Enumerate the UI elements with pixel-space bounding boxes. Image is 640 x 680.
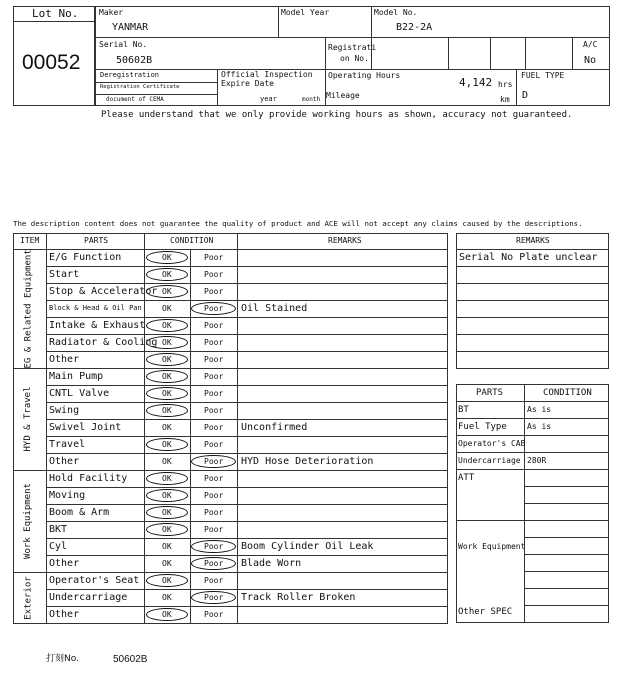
ok-option[interactable]: OK — [162, 338, 172, 347]
model-year-label: Model Year — [281, 8, 330, 17]
parts-row-line — [524, 571, 609, 572]
ac-value: No — [584, 55, 597, 66]
parts-row-line — [456, 401, 609, 402]
fuel-type-value: D — [522, 90, 529, 101]
ok-option[interactable]: OK — [162, 491, 172, 500]
group-label-2: Work Equipment — [23, 483, 33, 559]
serial-value: 50602B — [116, 55, 153, 66]
maker-label: Maker — [99, 8, 124, 17]
ok-option[interactable]: OK — [162, 287, 172, 296]
fuel-type-label: FUEL TYPE — [521, 71, 565, 80]
header-item: ITEM — [20, 236, 40, 245]
group-label-3: Exterior — [23, 575, 33, 620]
ac-label: A/C — [583, 40, 598, 49]
part-label: Moving — [49, 490, 86, 501]
remarks-first: Serial No Plate unclear — [459, 252, 598, 263]
ok-option[interactable]: OK — [162, 253, 172, 262]
poor-option[interactable]: Poor — [204, 372, 224, 381]
parts-row-condition: As is — [527, 422, 552, 431]
part-label: Other — [49, 609, 80, 620]
parts-row-line — [524, 588, 609, 589]
reg-cert-label: Registration Certificate — [100, 84, 180, 90]
part-label: Hold Facility — [49, 473, 128, 484]
ok-option[interactable]: OK — [162, 508, 172, 517]
part-label: Boom & Arm — [49, 507, 110, 518]
model-no-label: Model No. — [374, 8, 418, 17]
group-label-1: HYD & Travel — [23, 386, 33, 452]
ok-option[interactable]: OK — [162, 610, 172, 619]
parts-row-line — [456, 520, 609, 521]
header-parts: PARTS — [84, 236, 109, 245]
part-label: Other — [49, 354, 80, 365]
poor-option[interactable]: Poor — [204, 542, 224, 551]
ok-option[interactable]: OK — [162, 372, 172, 381]
parts-row-part: Undercarriage — [458, 456, 521, 465]
parts-row-line — [524, 605, 609, 606]
poor-option[interactable]: Poor — [204, 321, 224, 330]
part-label: E/G Function — [49, 252, 122, 263]
mileage-label: Mileage — [326, 91, 360, 100]
poor-option[interactable]: Poor — [204, 593, 224, 602]
remark-text: Blade Worn — [241, 558, 302, 569]
parts-header: PARTS — [476, 388, 504, 398]
inspection-label-2: Expire Date — [221, 79, 274, 88]
hours-notice: Please understand that we only provide working hours as shown, accuracy not guaranteed. — [101, 110, 573, 120]
work-equipment-label: Work Equipment — [458, 542, 526, 551]
inspection-label-1: Official Inspection — [221, 70, 313, 79]
parts-row-part: ATT — [458, 473, 475, 483]
poor-option[interactable]: Poor — [204, 610, 224, 619]
parts-row-line — [524, 554, 609, 555]
ok-option[interactable]: OK — [162, 270, 172, 279]
year-label: year — [260, 95, 277, 103]
poor-option[interactable]: Poor — [204, 287, 224, 296]
poor-option[interactable]: Poor — [204, 406, 224, 415]
part-label: CNTL Valve — [49, 388, 110, 399]
poor-option[interactable]: Poor — [204, 474, 224, 483]
poor-option[interactable]: Poor — [204, 355, 224, 364]
part-label: Travel — [49, 439, 86, 450]
remark-text: Unconfirmed — [241, 422, 308, 433]
remark-text: Boom Cylinder Oil Leak — [241, 541, 374, 552]
ok-option[interactable]: OK — [162, 304, 172, 313]
parts-row-line — [524, 486, 609, 487]
operating-hours-label: Operating Hours — [328, 71, 401, 80]
part-label: Swivel Joint — [49, 422, 122, 433]
lot-label: Lot No. — [32, 7, 79, 20]
dereg-label: Deregistration — [100, 71, 160, 79]
poor-option[interactable]: Poor — [204, 576, 224, 585]
parts-row-line — [456, 469, 609, 470]
serial-label: Serial No. — [99, 40, 148, 49]
header-remarks: REMARKS — [328, 236, 362, 245]
model-no-value: B22-2A — [396, 22, 433, 33]
part-label: Main Pump — [49, 371, 104, 382]
group-label-0: EG & Related Equipment — [23, 248, 33, 368]
ok-option[interactable]: OK — [162, 355, 172, 364]
poor-option[interactable]: Poor — [204, 304, 224, 313]
part-label: Block & Head & Oil Pan — [49, 304, 142, 312]
part-label: Intake & Exhaust — [49, 320, 146, 331]
part-label: Other — [49, 456, 80, 467]
parts-row-line — [524, 537, 609, 538]
poor-option[interactable]: Poor — [204, 423, 224, 432]
condition-header: CONDITION — [543, 388, 592, 398]
part-label: Swing — [49, 405, 80, 416]
poor-option[interactable]: Poor — [204, 338, 224, 347]
cema-label: document of CEMA — [106, 96, 164, 103]
parts-row-condition: 280R — [527, 456, 547, 465]
remark-text: Oil Stained — [241, 303, 308, 314]
ok-option[interactable]: OK — [162, 406, 172, 415]
part-label: Radiator & Cooling — [49, 337, 158, 348]
parts-row-part: BT — [458, 405, 469, 415]
stamp-value: 50602B — [113, 654, 148, 665]
poor-option[interactable]: Poor — [204, 457, 224, 466]
part-label: Cyl — [49, 541, 68, 552]
parts-row-part: Operator's CAB — [458, 439, 526, 448]
ok-option[interactable]: OK — [162, 559, 172, 568]
ok-option[interactable]: OK — [162, 457, 172, 466]
month-label: month — [302, 96, 321, 103]
km-unit: km — [500, 95, 510, 104]
poor-option[interactable]: Poor — [204, 491, 224, 500]
ok-option[interactable]: OK — [162, 542, 172, 551]
other-spec-label: Other SPEC — [458, 607, 513, 617]
part-label: Stop & Accelerator — [49, 286, 158, 297]
ok-option[interactable]: OK — [162, 525, 172, 534]
part-label: Other — [49, 558, 80, 569]
ok-option[interactable]: OK — [162, 576, 172, 585]
ok-option[interactable]: OK — [162, 474, 172, 483]
ok-option[interactable]: OK — [162, 593, 172, 602]
stamp-label: 打刻No. — [46, 654, 79, 664]
parts-row-line — [456, 435, 609, 436]
part-label: Undercarriage — [49, 592, 128, 603]
hrs-unit: hrs — [498, 80, 513, 89]
parts-row-part: Fuel Type — [458, 422, 507, 432]
maker-value: YANMAR — [112, 22, 149, 33]
poor-option[interactable]: Poor — [204, 525, 224, 534]
part-label: Operator's Seat — [49, 575, 140, 586]
remark-text: HYD Hose Deterioration — [241, 456, 374, 467]
remark-text: Track Roller Broken — [241, 592, 356, 603]
parts-row-line — [456, 418, 609, 419]
header-condition: CONDITION — [170, 236, 214, 245]
operating-hours-value: 4,142 — [459, 76, 493, 89]
registration-label-1: Registrati — [328, 43, 377, 52]
parts-row-line — [456, 452, 609, 453]
ok-option[interactable]: OK — [162, 440, 172, 449]
poor-option[interactable]: Poor — [204, 270, 224, 279]
poor-option[interactable]: Poor — [204, 559, 224, 568]
ok-option[interactable]: OK — [162, 389, 172, 398]
ok-option[interactable]: OK — [162, 321, 172, 330]
poor-option[interactable]: Poor — [204, 440, 224, 449]
poor-option[interactable]: Poor — [204, 508, 224, 517]
part-label: Start — [49, 269, 80, 280]
poor-option[interactable]: Poor — [204, 253, 224, 262]
ok-option[interactable]: OK — [162, 423, 172, 432]
poor-option[interactable]: Poor — [204, 389, 224, 398]
part-label: BKT — [49, 524, 68, 535]
parts-row-condition: As is — [527, 405, 552, 414]
registration-label-2: on No. — [340, 54, 369, 63]
disclaimer: The description content does not guarantee the quality of product and ACE will not accept any claims caused by the descriptions. — [13, 219, 583, 228]
parts-row-line — [524, 503, 609, 504]
lot-number: 00052 — [22, 51, 81, 74]
remarks-header: REMARKS — [516, 236, 550, 245]
